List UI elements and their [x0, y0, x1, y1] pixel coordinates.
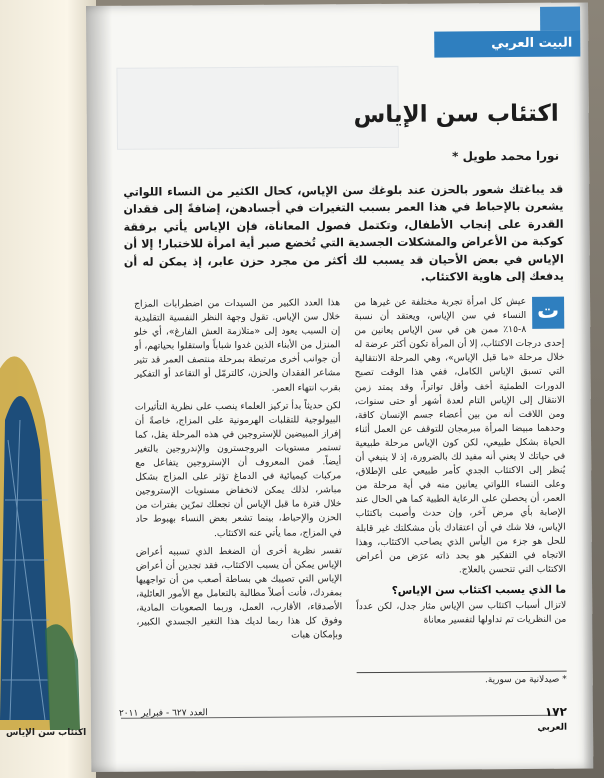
magazine-name: العربي — [537, 722, 568, 733]
footnote-divider — [357, 671, 567, 673]
article-intro: قد يباغتك شعور بالحزن عند بلوغك سن الإياس، كحال الكثير من النساء اللواتي يشعرن بالإحباط في هذا العمر بسبب التغيرات في أجسادهن، إضافةً إلى فقدان القدرة على إنجاب الأطفال، وتكتمل فصول المعاناة، فإن الإياس يأتي برفقة كوكبة من الأعراض والمشكلات الجسدية التي تُخضع صبر أية امرأة للاختبار! إلا أن الإياس في بعض الأحيان قد يسبب لك أكثر من مجرد حزن عابر، إذ يمكن له أن يدفعك إلى هاوية الاكتئاب. — [123, 182, 564, 284]
paragraph: لاتزال أسباب اكتئاب سن الإياس مثار جدل، لكن عدداً من النظريات تم تداولها لتفسير معاناة — [356, 599, 567, 626]
text-column-right — [354, 295, 566, 633]
article-title: اكتئاب سن الإياس — [353, 100, 559, 129]
left-page-illustration — [0, 300, 80, 730]
text-column-left — [134, 296, 342, 648]
section-tab: البيت العربي — [434, 31, 580, 58]
paragraph: لكن حديثاً بدأ تركيز العلماء ينصب على نظرية التأثيرات البيولوجية للتقلبات الهرمونية على المزاج، خاصةً أن إفراز المبيضين للإستروجين في هذه المرحلة يقل، كما تستمر مستويات البروجسترون والإندروجين بالتغير أيضاً. فمن المعروف أن الإستروجين يتفاعل مع مركبات كيميائية في الدماغ تؤثر على المزاج بشكل مباشر، لذلك يمكن لانخفاض مستويات الإستروجين خلال فترة ما قبل الإياس أن تجعلك تمرّين بفترات من الحزن والإحباط، بينما تشعر بعض النساء بهبوط حاد في المزاج، مما يأتي عنه الاكتئاب. — [134, 399, 342, 539]
left-magazine-page — [0, 0, 96, 778]
article-author: نورا محمد طويل * — [452, 148, 560, 164]
page-number: ١٧٢ — [544, 704, 567, 719]
footnote: * صيدلانية من سورية. — [484, 674, 567, 686]
issue-info: العدد ٦٢٧ - فبراير ٢٠١١ — [118, 708, 208, 719]
subheading: ما الذي يسبب اكتئاب سن الإياس؟ — [391, 583, 567, 597]
paragraph: هذا العدد الكبير من السيدات من اضطرابات المزاج خلال سن الإياس. تقول وجهة النظر النفسية التقليدية إن السبب يعود إلى «متلازمة العش الفارغ»، أي خلو المنزل من الأبناء الذين غدوا شباباً واستقلوا بحياتهم، أو أن جوانب أخرى مرتبطة بمرحلة منتصف العمر قد تثير مشاعر الفقدان والحزن، كالترمّل أو التقاعد أو التفكير بقرب انتهاء العمر. — [134, 297, 341, 394]
paragraph: تفسر نظرية أخرى أن الضغط الذي تسببه أعراض الإياس يمكن أن يسبب الاكتئاب، فقد تجدين أن أعراض الإياس التي تصيبك هي بساطة أصعب من أن تواجهيها بمفردك، فأنت أصلاً مطالبة بالتعامل مع الأمور العائلية، الأصدقاء، الأقارب، العمل، وربما الصعوبات المادية، وفوق كل هذا ربما لديك هذا التغير الجسدي الكبير، وبإمكان هبات — [135, 544, 343, 641]
left-page-footer: اكتئاب سن الإياس — [6, 728, 87, 738]
page-gutter-shadow — [86, 6, 117, 772]
paragraph: عيش كل امرأة تجربة مختلفة عن غيرها من النساء في سن الإياس، ويعتقد أن نسبة ٨-١٥٪ ممن هن في سن الإياس يعانين من إحدى درجات الاكتئاب، إلا أن المرأة تكون أكثر عرضة له خلال مرحلة «ما قبل الإياس»، وهي المرحلة الانتقالية التي تسبق الإياس الكامل، ففي هذا الوقت تصبح الدورات الطمثية أخف وأقل تواتراً، وقد يمتد زمن الانتقال إلى الإياس التام لعدة أشهر أو حتى سنوات، ومن اللافت أنه من بين أعضاء جسم الإنسان كافة، وحدهما مبيضا المرأة مبرمجان للتوقف عن العمل أثناء الحياة بشكل طبيعي، لكن كون الإياس مرحلة طبيعية في حياتك لا يعني أنه مفيد لك بالضرورة، إذ لا ينبغي أن يُنظر إلى الاكتئاب الجدي كأمر طبيعي على الإطلاق، وعلى النساء اللواتي يعانين منه في أية مرحلة من العمر، أن يحصلن على الرعاية الطبية كما هي الحال عند الإصابة بأي مرض آخر، وإن حدث وأصبت باكتئاب الإياس، فلا شك في أن اعتقادك بأن مشكلتك غير قابلة للحل هو جزء من اليأس الذي يصاحب الاكتئاب، وهذا الاتجاه في التفكير هو بحد ذاته عرَض من أعراض الاكتئاب التي تتحسن بالعلاج. — [354, 295, 566, 576]
magazine-page — [86, 2, 593, 771]
drop-cap: ت — [532, 297, 564, 329]
corner-accent — [540, 7, 580, 31]
